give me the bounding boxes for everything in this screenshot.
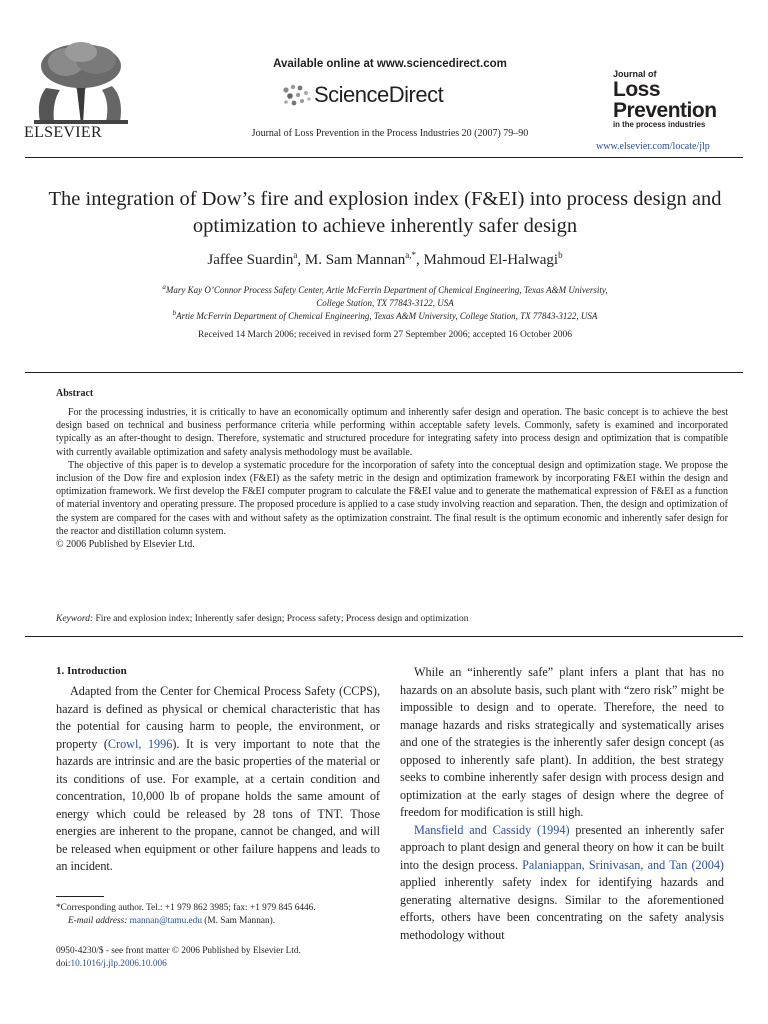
- doi-label: doi:: [56, 959, 71, 969]
- affil-sup: a: [162, 283, 166, 291]
- footnote-divider: [56, 896, 104, 897]
- journal-logo-line4: in the process industries: [613, 120, 706, 129]
- body-paragraph: [400, 822, 724, 945]
- author-name[interactable]: Mahmoud El-Halwagi: [423, 252, 559, 268]
- sciencedirect-dots-icon: [280, 82, 314, 112]
- available-online-text[interactable]: Available online at www.sciencedirect.com: [273, 58, 507, 70]
- journal-logo: [613, 70, 743, 129]
- author-sup: a: [293, 250, 298, 260]
- section-heading: 1. Introduction: [56, 665, 127, 677]
- keywords-label: Keyword:: [56, 614, 94, 624]
- author-name[interactable]: Jaffee Suardin: [207, 252, 294, 268]
- journal-citation: Journal of Loss Prevention in the Process Industries 20 (2007) 79–90: [251, 128, 529, 139]
- abstract-body: [56, 406, 728, 551]
- journal-logo-line2: Loss: [613, 78, 661, 101]
- abstract-paragraph: The objective of this paper is to develop a systematic procedure for the incorporation of safety into the conceptual design and optimization stage. We propose the inclusion of the Dow fire and explosion index (F&EI) as the safety metric in the design and optimization framework by incorporating F&EI within the design and optimization framework. We first develop the F&EI computer program to calculate the F&EI value and to generate the mathematical expression of F&EI as a function of material inventory and operating pressure. The proposed procedure is applied to a case study involving reaction and separation. Then, the design and optimization of the system are compared for the cases with and without safety as the optimization constraint. The final result is the optimum economic and inherently safer design for the reactor and distillation column system.: [56, 459, 728, 537]
- footnote: [56, 902, 386, 928]
- affiliation-b: [40, 307, 730, 323]
- text-run: Adapted from the Center for Chemical Process Safety (CCPS), hazard is defined as physical or chemical characteristic that has the potential for causing harm to people, the environment, or property (: [56, 684, 380, 751]
- publisher-name: ELSEVIER: [24, 124, 102, 141]
- sciencedirect-wordmark: ScienceDirect: [314, 82, 444, 107]
- email-after: (M. Sam Mannan).: [201, 916, 276, 926]
- doi-link[interactable]: 10.1016/j.jlp.2006.10.006: [70, 959, 167, 969]
- journal-url-link[interactable]: www.elsevier.com/locate/jlp: [596, 141, 710, 152]
- citation-link[interactable]: Mansfield and Cassidy (1994): [414, 822, 570, 837]
- affil-sup: b: [172, 309, 177, 317]
- issn-line: 0950-4230/$ - see front matter © 2006 Published by Elsevier Ltd.: [56, 946, 301, 956]
- abstract-heading: Abstract: [56, 388, 94, 399]
- journal-logo-line3: Prevention: [613, 99, 717, 122]
- affil-text-2: College Station, TX 77843-3122, USA: [316, 298, 454, 308]
- abstract-divider-top: [25, 372, 743, 373]
- left-column: [56, 683, 380, 876]
- keywords-text: Fire and explosion index; Inherently safer design; Process safety; Process design and optimization: [95, 614, 469, 624]
- received-dates: Received 14 March 2006; received in revised form 27 September 2006; accepted 16 October 2006: [197, 330, 573, 340]
- citation-link[interactable]: Crowl, 1996: [107, 736, 173, 751]
- body-paragraph: [56, 683, 380, 876]
- article-title: The integration of Dow’s fire and explosion index (F&EI) into process design and optimization to achieve inherently safer design: [48, 188, 722, 237]
- author-name[interactable]: M. Sam Mannan: [304, 252, 406, 268]
- sciencedirect-logo[interactable]: [280, 80, 480, 114]
- affil-text: Mary Kay O’Connor Process Safety Center, Artie McFerrin Department of Chemical Engineering, Texas A&M University,: [165, 285, 608, 295]
- email-link[interactable]: mannan@tamu.edu: [129, 916, 202, 926]
- corresponding-author: *Corresponding author. Tel.: +1 979 862 3985; fax: +1 979 845 6446.: [56, 903, 316, 913]
- author-sup: b: [558, 250, 563, 260]
- text-run: presented an inherently safer approach to plant design and general theory on how it can be built into the design process.: [400, 822, 725, 872]
- affiliation-a: [40, 281, 730, 310]
- abstract-paragraph: For the processing industries, it is critically to have an economically optimum and inherently safer design and operation. The basic concept is to achieve the best design based on technical and business performance criteria while performing within acceptable safety levels. Commonly, safety is examined and incorporated typically as an after-thought to design. Therefore, systematic and structured procedure for integrating safety into process design and optimization that is compatible with currently available optimization and safety analysis methodology must be available.: [56, 407, 728, 458]
- elsevier-tree-logo: [26, 40, 136, 126]
- text-run: ). It is very important to note that the hazards are intrinsic and are the basic properties of the material or its conditions of use. For example, at a certain condition and concentration, 10,000 lb of propane holds the same amount of energy which could be released by 28 tons of TNT. Those energies are inherent to the propane, cannot be changed, and will be released when equipment or other failure happens and leads to an incident.: [56, 736, 380, 873]
- email-label: E-mail address:: [68, 916, 128, 926]
- journal-logo-line1: Journal of: [613, 69, 657, 79]
- author-list: Jaffee Suardin$^a$, M. Sam Mannan$^{a,*}$, Mahmoud El-Halwagi$^b$: [207, 250, 563, 268]
- keywords: [56, 614, 728, 624]
- abstract-divider-bottom: [25, 636, 743, 637]
- text-run: applied inherently safety index for identifying hazards and generating alternative designs. Similar to the aforementioned efforts, others have been concentrating on the safety analysis methodology without: [400, 875, 724, 942]
- abstract-copyright: © 2006 Published by Elsevier Ltd.: [56, 539, 195, 551]
- bottom-metadata: [56, 945, 386, 971]
- author-sup: a,*: [405, 250, 417, 260]
- citation-link[interactable]: Palaniappan, Srinivasan, and Tan (2004): [522, 857, 724, 872]
- body-paragraph: While an “inherently safe” plant infers a plant that has no hazards on an absolute basis, such plant with “zero risk” might be impossible to design and to operate. Therefore, the need to manage hazards and risks strategically and systematically arises and one of the strategies is the inherently safer design concept (as opposed to inherently safe plant). In addition, the best strategy seeks to combine inherently safer design with process design and optimization at the early stages of design where the degree of freedom for modification is still high.: [400, 665, 724, 819]
- header-divider: [25, 157, 743, 158]
- right-column: [400, 664, 724, 944]
- affil-text: Artie McFerrin Department of Chemical Engineering, Texas A&M University, College Station, TX 77843-3122, USA: [176, 311, 598, 321]
